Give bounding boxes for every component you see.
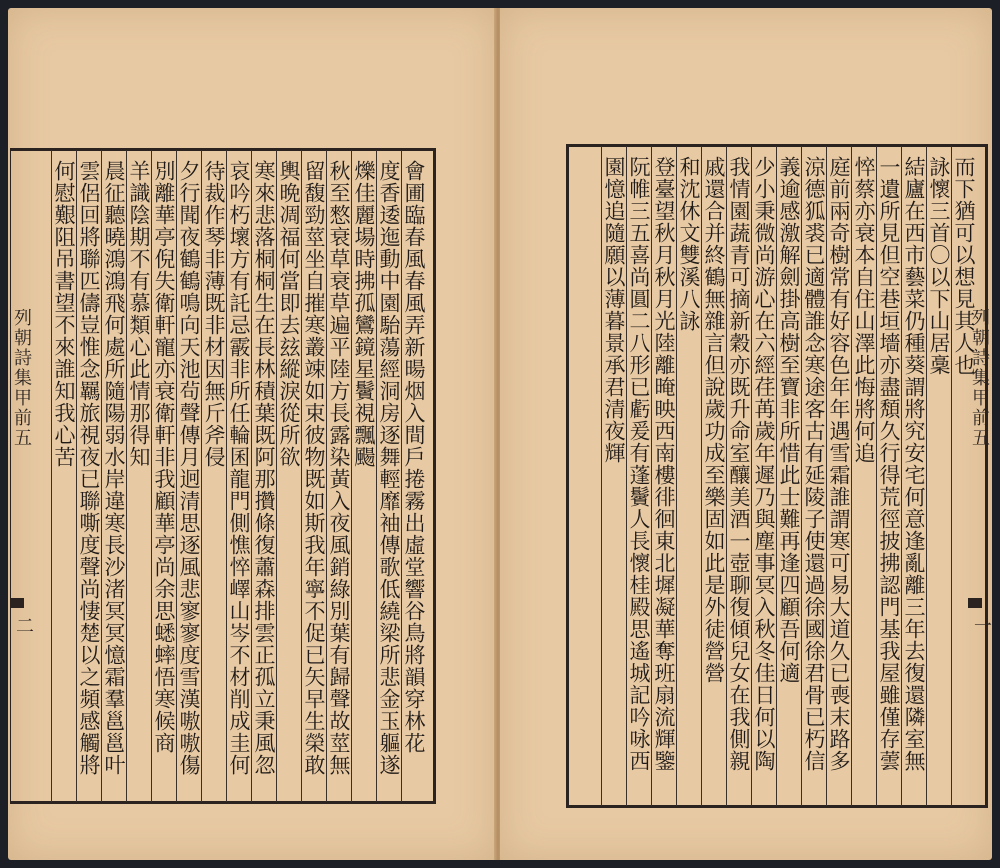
- text-column: 結廬在西市藝菜仍種葵謂將究安宅何意逢亂離三年去復還隣室無: [901, 146, 926, 806]
- text-column: 晨征聽曉鴻鴻飛何處所隨陽弱水岸違寒長沙渚冥冥憶霜羣邕邕叶: [101, 150, 126, 802]
- text-column: 會圃臨春風春風弄新暘烟入間戶捲霧出虛堂響谷鳥將韻穿林花: [401, 150, 426, 802]
- right-margin-title: 列朝詩集甲前五: [969, 308, 990, 448]
- text-column: 雲侶回將聯匹儔豈惟念羈旅視夜已聯嘶度聲尚悽楚以之頻感觸將: [76, 150, 101, 802]
- left-page: [8, 8, 496, 860]
- text-column: 輿晩凋福何當即去玆縱淚從所欲: [276, 150, 301, 802]
- text-column: 戚還合并終鶴無雜言但說歲功成至樂固如此是外徒營營: [701, 146, 726, 806]
- left-text-frame: [10, 148, 436, 804]
- text-column: 和沈休文雙溪八詠: [676, 146, 701, 806]
- left-columns: [16, 150, 426, 802]
- text-column: 何慰艱阻吊書望不來誰知我心苦: [51, 150, 76, 802]
- book-spread: [8, 8, 992, 860]
- text-column: 義逾感激解劍掛高樹至寶非所惜此士難再逢四顧吾何適: [776, 146, 801, 806]
- text-column: 而下猶可以想見其人也: [951, 146, 976, 806]
- text-column: 詠懷三首〇以下山居稾: [926, 146, 951, 806]
- text-column: 庭前兩奇樹常有好容色年年遇雪霜誰謂寒可易大道久已喪末路多: [826, 146, 851, 806]
- left-margin-title: 列朝詩集甲前五: [11, 308, 32, 448]
- text-column: 哀吟朽壞方有託忌霰非所任輪囷龍門側憔悴嶧山岑不材削成圭何: [226, 150, 251, 802]
- right-page: [500, 8, 992, 860]
- text-column: 登臺望秋月秋月光陸離晻映西南樓徘徊東北墀凝華奪班扇流輝鑒: [651, 146, 676, 806]
- text-column: 爍佳麗場時拂孤鸞鏡星鬢視飄颺: [351, 150, 376, 802]
- text-column: 悴蔡亦衰本自住山澤此悔將何追: [851, 146, 876, 806]
- text-column: 涼德狐裘已適體誰念寒途客古有延陵子使還過徐國徐君骨已朽信: [801, 146, 826, 806]
- text-column: 留馥勁莖坐自摧寒叢竦如束彼物既如斯我年寧不促已矢早生榮敢: [301, 150, 326, 802]
- right-columns: [576, 146, 976, 806]
- text-column: 一遺所見但空巷垣墻亦盡頽久行得荒徑披拂認門基我屋雖僅存蕓: [876, 146, 901, 806]
- text-column: 秋至憗衰草衰草遍平陸方長露染黃入夜風銷綠別葉有歸聲故莖無: [326, 150, 351, 802]
- right-text-frame: [566, 144, 988, 808]
- text-column: 園憶追隨願以薄暮景承君清夜輝: [601, 146, 626, 806]
- text-column: 阮帷三五喜尚圓二八形已虧爰有蓬鬢人長懷桂殿思遙城記吟咏西: [626, 146, 651, 806]
- right-fish-tail-mark: [968, 598, 982, 608]
- text-column: 度香逶迤動中園駘蕩經洞房逐舞輕靡袖傳歌低繞梁所悲金玉軀遂: [376, 150, 401, 802]
- left-fish-tail-mark: [10, 598, 24, 608]
- right-margin-number: 一: [971, 616, 992, 636]
- text-column: 別離華亭倪失衛軒寵亦衰衛軒非我顧華亭尚余思蟋蟀悟寒候商: [151, 150, 176, 802]
- text-column: 夕行聞夜鶴鶴鳴向天池茍聲傳月迥清思逐風悲寥寥度雪漢嗷嗷傷: [176, 150, 201, 802]
- text-column: 少小秉微尚游心在六經荏苒歲年遲乃與塵事冥入秋冬佳日何以陶: [751, 146, 776, 806]
- left-margin-number: 二: [13, 616, 34, 636]
- text-column: 我情園蔬青可摘新穀亦既升命室釀美酒一壺聊復傾兒女在我側親: [726, 146, 751, 806]
- text-column: 羊識陰期不有慕類心此情那得知: [126, 150, 151, 802]
- text-column: 待裁作琴非薄既非材因無斤斧侵: [201, 150, 226, 802]
- text-column: 寒來悲落桐桐生在長林積葉既阿那攢條復蕭森排雲正孤立秉風忽: [251, 150, 276, 802]
